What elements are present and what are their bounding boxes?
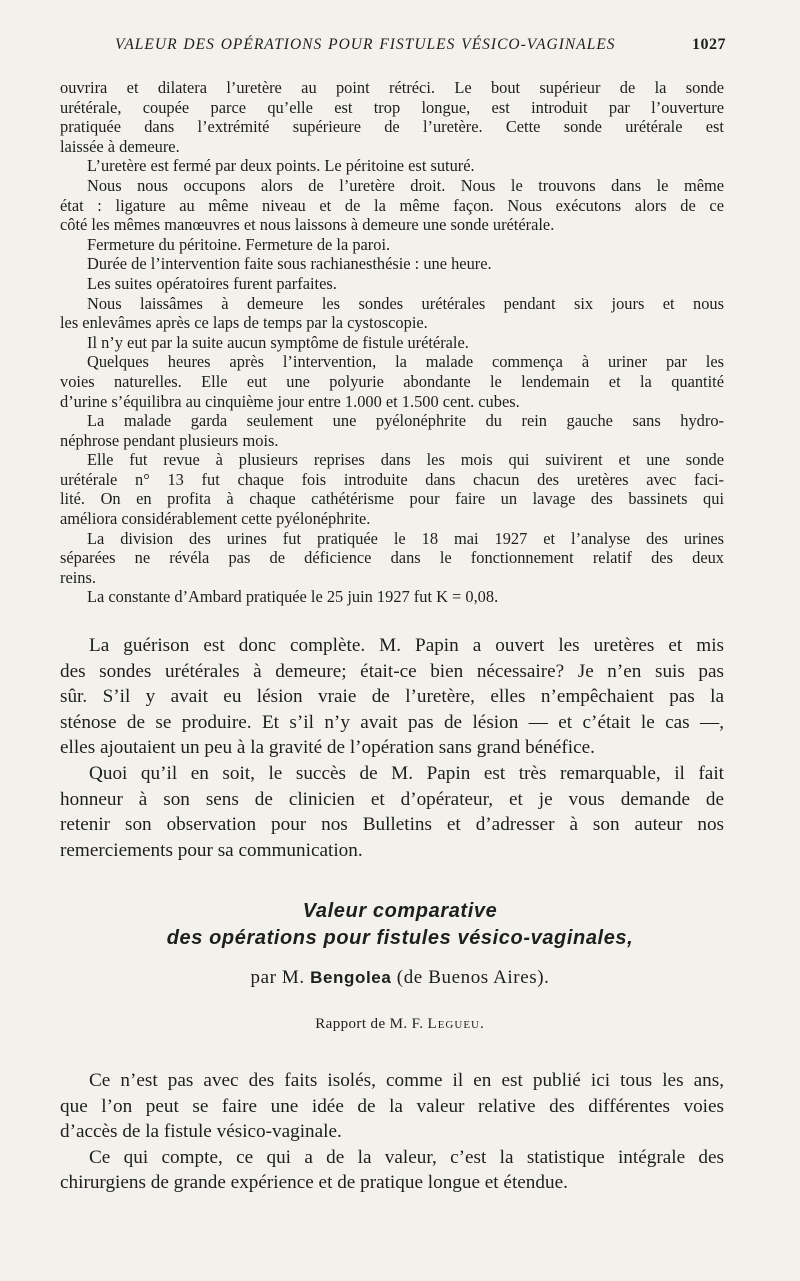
body-line: que l’on peut se faire une idée de la valeur relative des différentes voies	[60, 1095, 724, 1117]
author-name: Bengolea	[310, 968, 392, 987]
body-line: sténose de se produire. Et s’il n’y avait pas de lésion — et c’était le cas —,	[60, 711, 724, 733]
case-line: d’urine s’équilibra au cinquième jour entre 1.000 et 1.500 cent. cubes.	[60, 391, 520, 411]
body-line: remerciements pour sa communication.	[60, 839, 363, 861]
case-line: La malade garda seulement une pyélonéphrite du rein gauche sans hydro-	[87, 411, 724, 431]
case-line: La constante d’Ambard pratiquée le 25 juin 1927 fut K = 0,08.	[87, 587, 499, 607]
report-attribution	[0, 1016, 800, 1033]
reporter-name: Legueu.	[427, 1016, 485, 1032]
article-title-line: des opérations pour fistules vésico-vaginales,	[166, 927, 634, 949]
case-line: Les suites opératoires furent parfaites.	[87, 273, 337, 293]
author-affiliation: (de Buenos Aires).	[396, 967, 550, 988]
report-conclusion	[60, 633, 724, 863]
article-title-line: Valeur comparative	[302, 900, 498, 922]
case-line: Il n’y eut par la suite aucun symptôme de fistule urétérale.	[87, 332, 469, 352]
body-line: honneur à son sens de clinicien et d’opérateur, et je vous demande de	[60, 788, 724, 810]
case-line: urétérale n° 13 fut chaque fois introduite dans chacun des uretères avec faci-	[60, 469, 724, 489]
case-observation	[60, 78, 724, 607]
byline-prefix: par M.	[250, 967, 305, 988]
body-line: des sondes urétérales à demeure; était-ce bien nécessaire? Je n’en suis pas	[60, 660, 724, 682]
running-title: VALEUR DES OPÉRATIONS POUR FISTULES VÉSICO-VAGINALES	[115, 36, 616, 53]
case-line: voies naturelles. Elle eut une polyurie abondante le lendemain et la quantité	[60, 371, 724, 391]
case-line: ouvrira et dilatera l’uretère au point rétréci. Le bout supérieur de la sonde	[60, 78, 724, 97]
article-body	[60, 1068, 724, 1196]
case-line: les enlevâmes après ce laps de temps par la cystoscopie.	[60, 313, 428, 333]
case-line: néphrose pendant plusieurs mois.	[60, 430, 279, 450]
case-line: laissée à demeure.	[60, 136, 180, 156]
body-line: Quoi qu’il en soit, le succès de M. Papin est très remarquable, il fait	[89, 762, 724, 784]
case-line: Nous laissâmes à demeure les sondes urétérales pendant six jours et nous	[87, 293, 724, 313]
article-byline	[0, 967, 800, 989]
body-line: La guérison est donc complète. M. Papin a ouvert les uretères et mis	[89, 635, 724, 656]
case-line: pratiquée dans l’extrémité supérieure de l’uretère. Cette sonde urétérale est	[60, 117, 724, 137]
case-line: état : ligature au même niveau et de la même façon. Nous exécutons alors de ce	[60, 195, 724, 215]
body-line: d’accès de la fistule vésico-vaginale.	[60, 1121, 342, 1143]
case-line: Nous nous occupons alors de l’uretère droit. Nous le trouvons dans le même	[87, 175, 724, 195]
case-line: améliora considérablement cette pyélonéphrite.	[60, 509, 371, 529]
case-line: séparées ne révéla pas de déficience dans le fonctionnement relatif des deux	[60, 548, 724, 568]
article-title	[0, 898, 800, 952]
page-number: 1027	[692, 36, 726, 53]
body-line: chirurgiens de grande expérience et de pratique longue et étendue.	[60, 1172, 568, 1194]
case-line: lité. On en profita à chaque cathétérisme pour faire un lavage des bassinets qui	[60, 489, 724, 509]
body-line: retenir son observation pour nos Bulletins et d’adresser à son auteur nos	[60, 814, 724, 836]
body-line: Ce qui compte, ce qui a de la valeur, c’est la statistique intégrale des	[89, 1146, 724, 1168]
case-line: La division des urines fut pratiquée le 18 mai 1927 et l’analyse des urines	[87, 528, 724, 548]
case-line: Elle fut revue à plusieurs reprises dans les mois qui suivirent et une sonde	[87, 450, 724, 470]
case-line: Quelques heures après l’intervention, la malade commença à uriner par les	[87, 352, 724, 372]
case-line: reins.	[60, 567, 96, 587]
body-line: Ce n’est pas avec des faits isolés, comme il en est publié ici tous les ans,	[89, 1070, 724, 1091]
case-line: côté les mêmes manœuvres et nous laissons à demeure une sonde urétérale.	[60, 215, 555, 235]
case-line: urétérale, coupée parce qu’elle est trop longue, est introduit par l’ouverture	[60, 97, 724, 117]
case-line: L’uretère est fermé par deux points. Le péritoine est suturé.	[87, 156, 475, 176]
case-line: Durée de l’intervention faite sous rachianesthésie : une heure.	[87, 254, 492, 274]
case-line: Fermeture du péritoine. Fermeture de la paroi.	[87, 234, 391, 254]
body-line: sûr. S’il y avait eu lésion vraie de l’uretère, elles n’empêchaient pas la	[60, 686, 724, 708]
running-head	[60, 36, 726, 58]
report-prefix: Rapport de M. F.	[315, 1016, 424, 1032]
body-line: elles ajoutaient un peu à la gravité de l’opération sans grand bénéfice.	[60, 737, 595, 759]
